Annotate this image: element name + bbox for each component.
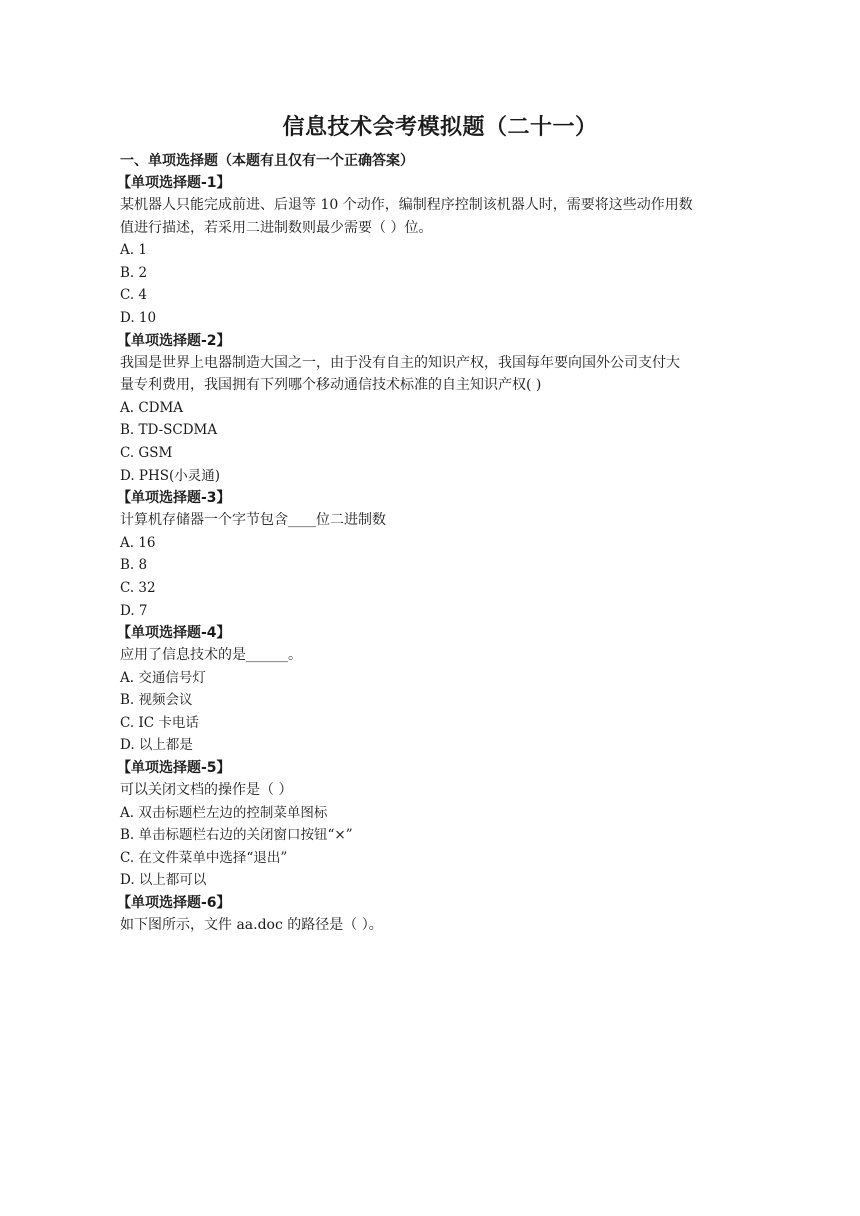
question-text-line: 计算机存储器一个字节包含____位二进制数 (120, 512, 386, 529)
option-b: B. 8 (120, 557, 148, 574)
option-d: D. 10 (120, 309, 157, 326)
question-4 (117, 622, 760, 757)
option-b: B. TD-SCDMA (120, 422, 218, 439)
question-text-line: 应用了信息技术的是______。 (120, 647, 302, 664)
question-text-line: 值进行描述，若采用二进制数则最少需要（ ）位。 (120, 219, 433, 236)
option-d: D. PHS(小灵通) (120, 467, 221, 484)
option-c: C. IC 卡电话 (120, 714, 199, 731)
question-label: 【单项选择题-5】 (117, 760, 231, 777)
option-b: B. 单击标题栏右边的关闭窗口按钮“×” (120, 827, 353, 844)
option-d: D. 7 (120, 602, 148, 619)
option-b: B. 视频会议 (120, 692, 193, 709)
option-a: A. 双击标题栏左边的控制菜单图标 (120, 804, 328, 821)
option-d: D. 以上都是 (120, 737, 193, 754)
option-c: C. 32 (120, 579, 156, 596)
option-c: C. GSM (120, 444, 173, 461)
option-c: C. 在文件菜单中选择“退出” (120, 849, 288, 866)
question-text-line: 量专利费用，我国拥有下列哪个移动通信技术标准的自主知识产权( ) (120, 377, 542, 394)
question-text-line: 我国是世界上电器制造大国之一，由于没有自主的知识产权，我国每年要向国外公司支付大 (120, 354, 680, 371)
option-a: A. CDMA (120, 399, 184, 416)
section-heading: 一、单项选择题（本题有且仅有一个正确答案） (120, 153, 414, 169)
option-d: D. 以上都可以 (120, 872, 207, 889)
question-text-line: 某机器人只能完成前进、后退等 10 个动作，编制程序控制该机器人时，需要将这些动作用数 (120, 197, 693, 213)
page-title: 信息技术会考模拟题（二十一） (282, 115, 598, 140)
question-label: 【单项选择题-3】 (117, 490, 231, 507)
option-a: A. 交通信号灯 (120, 669, 206, 686)
question-1 (117, 172, 760, 330)
document-page (117, 112, 760, 937)
question-text-line: 可以关闭文档的操作是（ ） (120, 782, 293, 799)
question-label: 【单项选择题-4】 (117, 625, 231, 642)
question-label: 【单项选择题-1】 (117, 175, 231, 191)
option-a: A. 16 (120, 534, 156, 551)
question-2 (117, 330, 760, 488)
question-label: 【单项选择题-6】 (117, 895, 231, 912)
option-b: B. 2 (120, 264, 148, 281)
question-3 (117, 487, 760, 622)
question-6 (117, 892, 760, 937)
option-a: A. 1 (120, 242, 147, 259)
question-label: 【单项选择题-2】 (117, 332, 231, 349)
question-text-line: 如下图所示，文件 aa.doc 的路径是（ ）。 (120, 917, 383, 934)
option-c: C. 4 (120, 287, 148, 304)
question-5 (117, 757, 760, 892)
